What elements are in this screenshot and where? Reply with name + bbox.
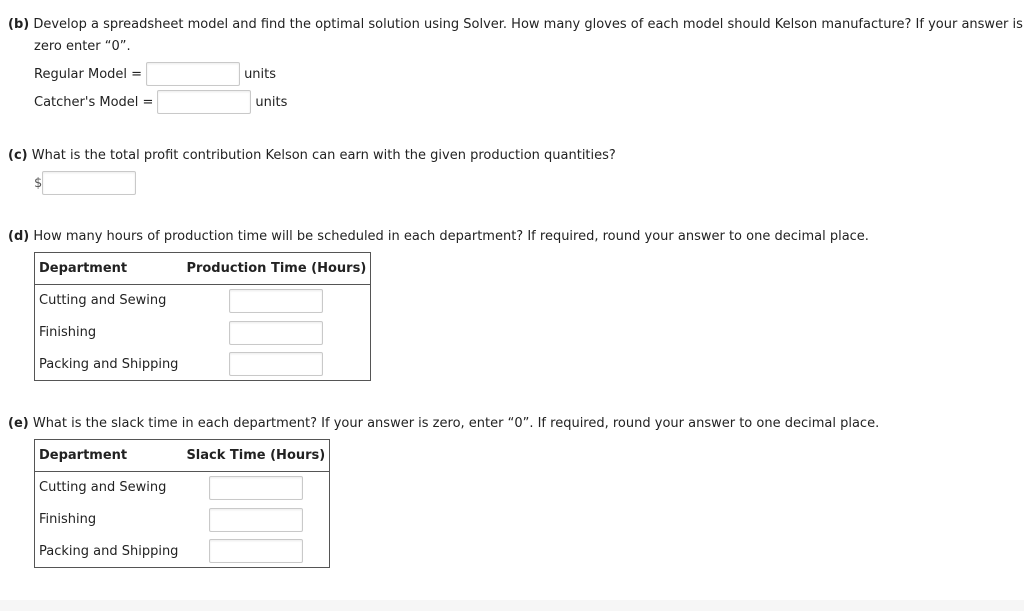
department-cell: Cutting and Sewing: [39, 480, 167, 496]
production-time-input-packing[interactable]: [229, 352, 323, 376]
department-cell: Packing and Shipping: [39, 543, 179, 559]
total-profit-input[interactable]: [42, 171, 136, 195]
question-e: [8, 413, 879, 435]
department-cell: Packing and Shipping: [39, 356, 179, 372]
department-header: Department: [35, 253, 183, 285]
table-header-row: [35, 253, 371, 285]
table-header-row: [35, 440, 330, 472]
regular-model-label: Regular Model =: [34, 66, 143, 82]
question-d-letter: (d): [8, 229, 30, 244]
catcher-model-unit: units: [255, 94, 288, 110]
production-time-table: [34, 252, 371, 381]
question-e-text: What is the slack time in each department? If your answer is zero, enter “0”. If required, round your answer to one decimal place.: [28, 416, 880, 431]
regular-model-row: [34, 62, 276, 86]
regular-model-input[interactable]: [146, 62, 240, 86]
question-b-letter: (b): [8, 17, 30, 32]
production-time-input-cutting[interactable]: [229, 289, 323, 313]
slack-time-input-cutting[interactable]: [209, 476, 303, 500]
question-c: [8, 145, 616, 167]
department-cell: Finishing: [39, 325, 97, 340]
department-cell: Cutting and Sewing: [39, 293, 167, 309]
question-c-letter: (c): [8, 148, 28, 163]
table-row: [35, 504, 330, 536]
table-row: [35, 317, 371, 349]
slack-time-table: [34, 439, 330, 568]
question-d: [8, 226, 869, 248]
slack-time-header: Slack Time (Hours): [182, 440, 329, 472]
slack-time-input-finishing[interactable]: [209, 508, 303, 532]
table-row: [35, 536, 330, 568]
catcher-model-label: Catcher's Model =: [34, 94, 154, 110]
question-e-letter: (e): [8, 416, 29, 431]
table-row: [35, 472, 330, 504]
table-row: [35, 285, 371, 317]
question-d-text: How many hours of production time will be scheduled in each department? If required, round your answer to one decimal place.: [29, 229, 869, 244]
regular-model-unit: units: [244, 66, 277, 82]
question-b: [8, 14, 1023, 36]
question-b-text2: zero enter “0”.: [34, 39, 131, 54]
catcher-model-row: [34, 90, 287, 114]
question-c-text: What is the total profit contribution Kelson can earn with the given production quantities?: [27, 148, 616, 163]
table-row: [35, 349, 371, 381]
department-cell: Finishing: [39, 512, 97, 527]
catcher-model-input[interactable]: [157, 90, 251, 114]
production-time-input-finishing[interactable]: [229, 321, 323, 345]
footer-strip: [0, 600, 1024, 611]
department-header: Department: [35, 440, 183, 472]
question-b-text: Develop a spreadsheet model and find the optimal solution using Solver. How many gloves of each model should Kelson manufacture? If your answer is: [29, 17, 1023, 32]
slack-time-input-packing[interactable]: [209, 539, 303, 563]
currency-symbol: $: [34, 176, 43, 191]
production-time-header: Production Time (Hours): [182, 253, 370, 285]
